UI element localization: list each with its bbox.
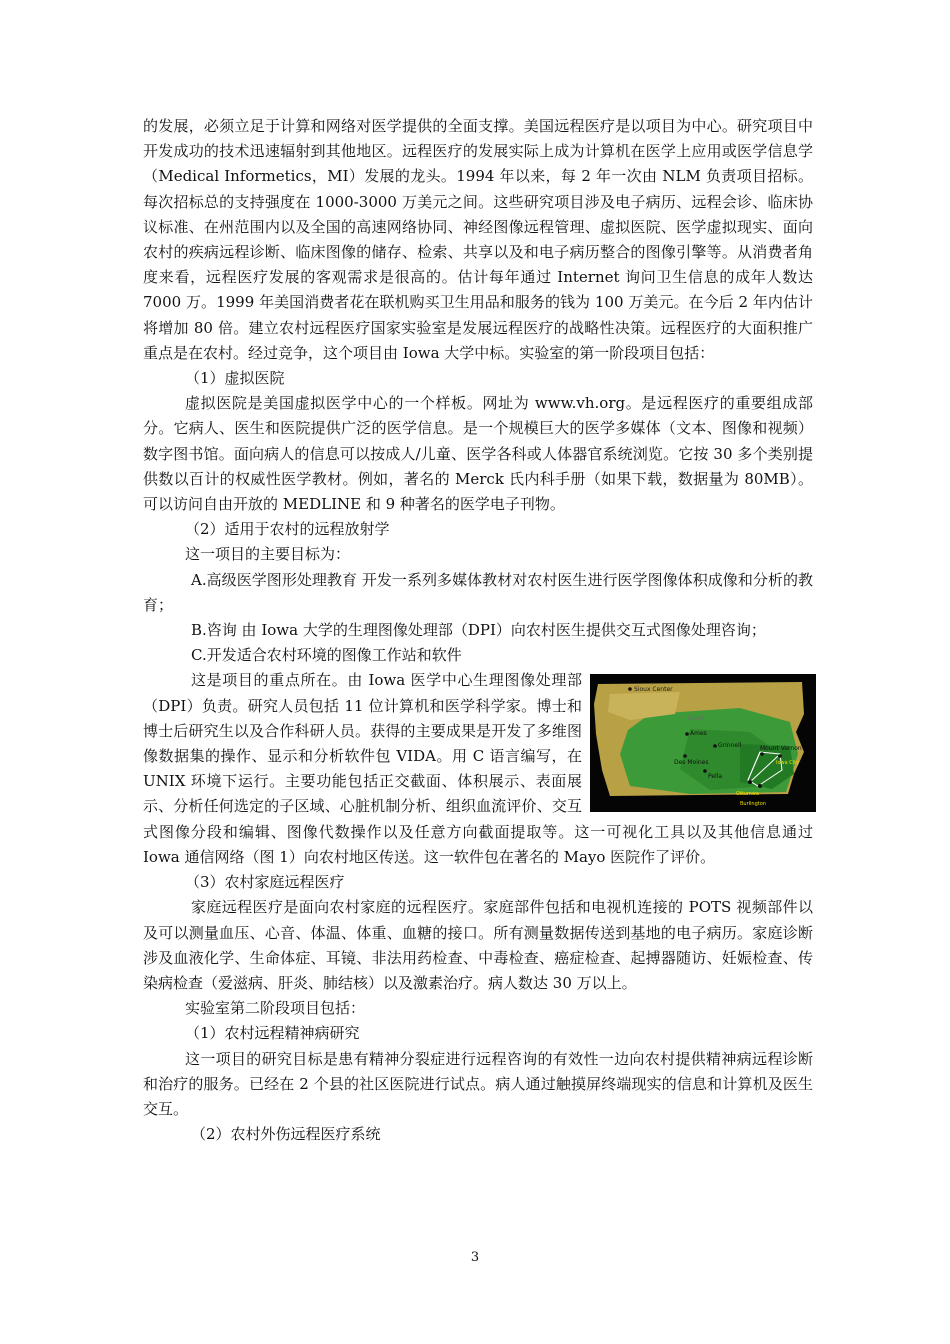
paragraph-goal-c: C.开发适合农村环境的图像工作站和软件 <box>191 646 462 665</box>
heading-rural-home-telemedicine: （3）农村家庭远程医疗 <box>185 873 345 892</box>
paragraph-main-goals: 这一项目的主要目标为： <box>185 545 351 564</box>
map-label-iowa: IOWA <box>688 715 705 723</box>
paragraph-intro: 的发展，必须立足于计算和网络对医学提供的全面支撑。美国远程医疗是以项目为中心。研究项目中开发成功的技术迅速辐射到其他地区。远程医疗的发展实际上成为计算机在医学上应用或医学信息学（Medical Informetics，MI）发展的龙头。1994 年以来，每 2 年一次由 NLM 负责项目招标。每次招标总的支持强度在 1000-3000 万美元之间。这些研究项目涉及电子病历、远程会诊、临床协议标准、在州范围内以及全国的高速网络协同、神经图像远程管理、虚拟医院、医学虚拟现实、面向农村的疾病远程诊断、临床图像的储存、检索、共享以及和电子病历整合的图像引擎等。从消费者角度来看，远程医疗发展的客观需求是很高的。估计每年通过 Internet 询问卫生信息的成年人数达 7000 万。1999 年美国消费者花在联机购买卫生用品和服务的钱为 100 万美元。在今后 2 年内估计将增加 80 倍。建立农村远程医疗国家实验室是发展远程医疗的战略性决策。远程医疗的大面积推广重点是在农村。经过竞争，这个项目由 Iowa 大学中标。实验室的第一阶段项目包括： <box>143 117 813 362</box>
heading-rural-trauma-telemedicine: （2）农村外伤远程医疗系统 <box>191 1125 381 1144</box>
paragraph-project-focus: 这是项目的重点所在。由 Iowa 医学中心生理图像处理部（DPI）负责。研究人员包括 11 位计算机和医学科学家。博士和博士后研究生以及合作科研人员。获得的主要成果是开发了多维图像数据集的操作、显示和分析软件包 VIDA。用 C 语言编写，在 UNIX 环境下运行。主要功能包括正交截面、体积展示、表面展示、分析任何选定的子区域、心脏机制分析、组织血流评价、交互式图像分段和编辑、图像代数操作以及任意方向截面提取等。这一可视化工具以及其他信息通过 Iowa 通信网络（图 1）向农村地区传送。这一软件包在著名的 Mayo 医院作了评价。 <box>143 671 813 866</box>
map-label-burlington: Burlington <box>740 801 766 808</box>
paragraph-telepsychiatry: 这一项目的研究目标是患有精神分裂症进行远程咨询的有效性一边向农村提供精神病远程诊断和治疗的服务。已经在 2 个县的社区医院进行试点。病人通过触摸屏终端现实的信息和计算机及医生交互。 <box>143 1049 813 1118</box>
map-label-iowa-city: Iowa City <box>776 760 800 767</box>
map-label-mount-vernon: Mount Vernon <box>760 745 802 753</box>
heading-rural-teleradiology: （2）适用于农村的远程放射学 <box>185 520 390 539</box>
map-label-sioux-center: Sioux Center <box>634 686 673 694</box>
map-label-grinnell: Grinnell <box>718 742 742 750</box>
iowa-map-graphic <box>590 674 816 812</box>
map-label-ottumwa: Ottumwa <box>736 791 760 798</box>
map-label-ames: Ames <box>690 730 707 738</box>
map-label-pella: Pella <box>708 773 723 781</box>
paragraph-home-telemedicine: 家庭远程医疗是面向农村家庭的远程医疗。家庭部件包括和电视机连接的 POTS 视频部件以及可以测量血压、心音、体温、体重、血糖的接口。所有测量数据传送到基地的电子病历。家庭诊断涉及血液化学、生命体症、耳镜、非法用药检查、中毒检查、癌症检查、起搏器随访、妊娠检查、传染病检查（爱滋病、肝炎、肺结核）以及激素治疗。病人数达 30 万以上。 <box>143 898 813 992</box>
iowa-network-map-figure <box>590 674 816 812</box>
paragraph-goal-b: B.咨询 由 Iowa 大学的生理图像处理部（DPI）向农村医生提供交互式图像处理咨询； <box>191 621 766 640</box>
heading-virtual-hospital: （1）虚拟医院 <box>185 369 285 388</box>
body-text <box>143 114 813 1147</box>
paragraph-goal-a: A.高级医学图形处理教育 开发一系列多媒体教材对农村医生进行医学图像体积成像和分析的教育； <box>143 570 813 614</box>
page-number: 3 <box>470 1250 480 1265</box>
heading-rural-telepsychiatry: （1）农村远程精神病研究 <box>185 1024 360 1043</box>
paragraph-virtual-hospital: 虚拟医院是美国虚拟医学中心的一个样板。网址为 www.vh.org。是远程医疗的重要组成部分。它病人、医生和医院提供广泛的医学信息。是一个规模巨大的医学多媒体（文本、图像和视频）数字图书馆。面向病人的信息可以按成人/儿童、医学各科或人体器官系统浏览。它按 30 多个类别提供数以百计的权威性医学教材。例如，著名的 Merck 氏内科手册（如果下载，数据量为 80MB）。可以访问自由开放的 MEDLINE 和 9 种著名的医学电子刊物。 <box>143 394 813 514</box>
paragraph-second-phase: 实验室第二阶段项目包括： <box>185 999 366 1018</box>
map-label-des-moines: Des Moines <box>674 759 709 767</box>
